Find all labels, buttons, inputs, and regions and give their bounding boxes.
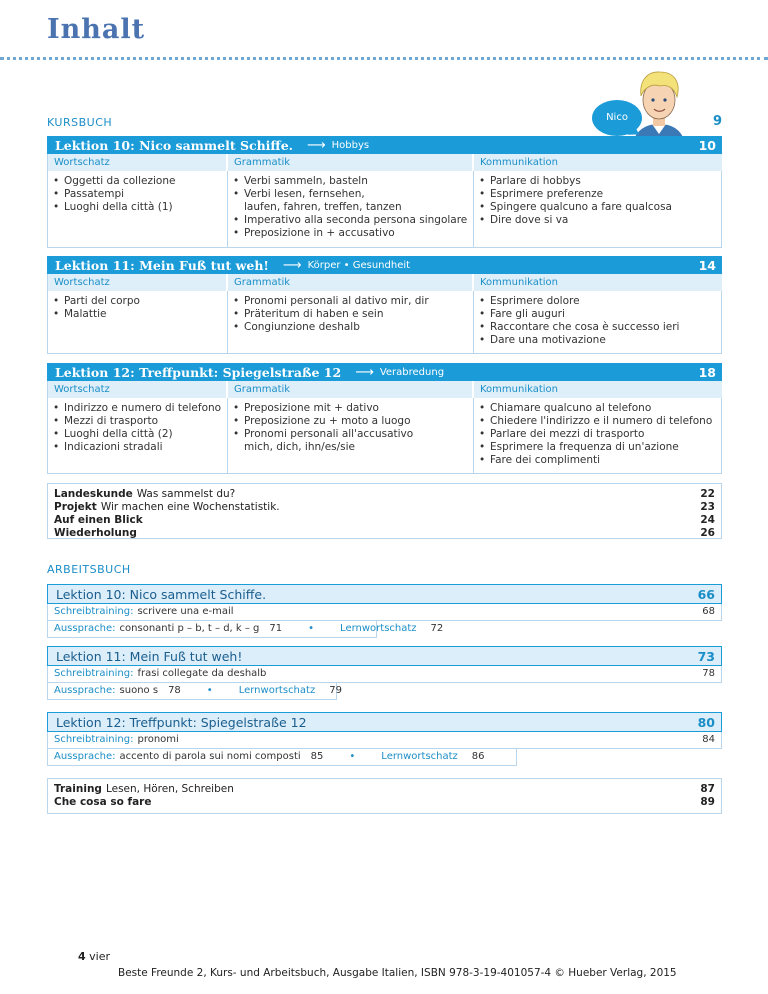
- extra-label: Auf einen Blick: [54, 514, 143, 526]
- wortschatz-list: [52, 402, 224, 454]
- dotted-divider: [0, 57, 768, 60]
- list-item: • Congiunzione deshalb: [232, 321, 472, 334]
- aussprache-text: consonanti p – b, t – d, k – g: [119, 623, 260, 634]
- lesson-page: 10: [698, 137, 716, 153]
- list-item: • Luoghi della città (2): [52, 428, 224, 441]
- list-item: • Parti del corpo: [52, 295, 224, 308]
- lesson-topic: Hobbys: [331, 139, 370, 151]
- aussprache-page: 71: [269, 623, 283, 634]
- wortschatz-list: [52, 295, 224, 321]
- kursbuch-start-page: 9: [712, 114, 722, 129]
- lesson-11-bar[interactable]: [47, 256, 722, 274]
- col-head-wortschatz: Wortschatz: [48, 154, 226, 171]
- list-item: • Verbi lesen, fernsehen,: [232, 188, 472, 201]
- schreibtraining-label: Schreibtraining:: [54, 734, 134, 745]
- list-item: • Imperativo alla seconda persona singolare: [232, 214, 472, 227]
- lesson-page: 18: [698, 364, 716, 380]
- lernwortschatz-page: 86: [471, 751, 485, 762]
- arrow-icon: ⟶: [355, 364, 374, 380]
- extra-label: Wiederholung: [54, 527, 137, 539]
- list-item: • Präteritum di haben e sein: [232, 308, 472, 321]
- bullet-separator: •: [349, 751, 356, 762]
- extra-label: Training: [54, 783, 102, 795]
- list-item: • Spingere qualcuno a fare qualcosa: [478, 201, 722, 214]
- col-head-kommunikation: Kommunikation: [474, 274, 722, 291]
- schreibtraining-row[interactable]: [47, 732, 722, 749]
- ab-lesson-page: 66: [697, 586, 715, 602]
- extra-row[interactable]: [54, 488, 715, 501]
- list-item: • Preposizione zu + moto a luogo: [232, 415, 472, 428]
- extra-row[interactable]: [54, 514, 715, 527]
- schreibtraining-row[interactable]: [47, 666, 722, 683]
- lernwortschatz-page: 72: [430, 623, 444, 634]
- extra-text: Wir machen eine Wochenstatistik.: [100, 501, 280, 513]
- col-head-wortschatz: Wortschatz: [48, 274, 226, 291]
- list-item: • Fare dei complimenti: [478, 454, 722, 467]
- page-number: 4: [78, 950, 86, 963]
- arrow-icon: ⟶: [307, 137, 326, 153]
- extra-text: Lesen, Hören, Schreiben: [105, 783, 234, 795]
- list-item: • Preposizione mit + dativo: [232, 402, 472, 415]
- lesson-12-table: [47, 381, 722, 474]
- lesson-topic: Verabredung: [379, 366, 445, 378]
- list-item: • Verbi sammeln, basteln: [232, 175, 472, 188]
- extra-page: 23: [700, 501, 715, 513]
- lesson-page: 14: [698, 257, 716, 273]
- schreibtraining-label: Schreibtraining:: [54, 668, 134, 679]
- aussprache-page: 85: [310, 751, 324, 762]
- schreibtraining-label: Schreibtraining:: [54, 606, 134, 617]
- lesson-10-bar[interactable]: [47, 136, 722, 154]
- list-item: • Mezzi di trasporto: [52, 415, 224, 428]
- col-head-kommunikation: Kommunikation: [474, 154, 722, 171]
- nico-speech-bubble: Nico: [592, 100, 642, 136]
- list-item: • Malattie: [52, 308, 224, 321]
- kommunikation-list: [478, 402, 722, 467]
- col-head-kommunikation: Kommunikation: [474, 381, 722, 398]
- list-item: • Parlare di hobbys: [478, 175, 722, 188]
- schreibtraining-page: 84: [702, 734, 715, 745]
- list-item: • Pronomi personali all'accusativo: [232, 428, 472, 441]
- schreibtraining-text: pronomi: [137, 734, 179, 745]
- list-item: • Parlare dei mezzi di trasporto: [478, 428, 722, 441]
- kommunikation-list: [478, 175, 722, 227]
- aussprache-label: Aussprache:: [54, 623, 116, 634]
- list-item: • Oggetti da collezione: [52, 175, 224, 188]
- bullet-separator: •: [206, 685, 213, 696]
- arbeitsbuch-label: ARBEITSBUCH: [47, 563, 131, 576]
- list-item: • Pronomi personali al dativo mir, dir: [232, 295, 472, 308]
- list-item: • Dare una motivazione: [478, 334, 722, 347]
- extra-row[interactable]: [54, 783, 715, 796]
- col-head-grammatik: Grammatik: [228, 381, 472, 398]
- column-divider: [473, 398, 474, 473]
- list-item: • Indirizzo e numero di telefono: [52, 402, 224, 415]
- column-divider: [227, 398, 228, 473]
- ab-lesson-page: 80: [697, 714, 715, 730]
- extra-page: 24: [700, 514, 715, 526]
- column-divider: [473, 171, 474, 247]
- column-divider: [227, 171, 228, 247]
- schreibtraining-text: frasi collegate da deshalb: [137, 668, 267, 679]
- ab-lesson-title: Lektion 11: Mein Fuß tut weh!: [56, 648, 243, 664]
- list-item: • Esprimere la frequenza di un'azione: [478, 441, 722, 454]
- page-title: Inhalt: [47, 14, 146, 45]
- list-item: • Luoghi della città (1): [52, 201, 224, 214]
- lernwortschatz-label: Lernwortschatz: [340, 623, 417, 634]
- ab-lesson-10-bar[interactable]: [47, 584, 722, 604]
- extra-page: 89: [700, 796, 715, 808]
- arbeitsbuch-extras: [47, 778, 722, 814]
- lesson-10-table: [47, 154, 722, 248]
- aussprache-row[interactable]: [47, 749, 517, 766]
- ab-lesson-11-bar[interactable]: [47, 646, 722, 666]
- aussprache-page: 78: [168, 685, 181, 696]
- col-head-wortschatz: Wortschatz: [48, 381, 226, 398]
- lesson-topic: Körper • Gesundheit: [307, 259, 411, 271]
- list-item: • Esprimere dolore: [478, 295, 722, 308]
- extra-row[interactable]: [54, 796, 715, 809]
- schreibtraining-text: scrivere una e-mail: [137, 606, 234, 617]
- extra-page: 26: [700, 527, 715, 539]
- lesson-11-table: [47, 274, 722, 354]
- list-item: • Chiedere l'indirizzo e il numero di telefono: [478, 415, 722, 428]
- aussprache-text: suono s: [119, 685, 159, 696]
- lernwortschatz-label: Lernwortschatz: [381, 751, 458, 762]
- list-item: • Indicazioni stradali: [52, 441, 224, 454]
- extra-label: Che cosa so fare: [54, 796, 152, 808]
- kursbuch-extras: [47, 483, 722, 539]
- column-divider: [227, 291, 228, 353]
- kursbuch-label: KURSBUCH: [47, 116, 113, 129]
- extra-label: Landeskunde: [54, 488, 133, 500]
- grammatik-list: [232, 175, 472, 240]
- grammatik-list: [232, 295, 472, 334]
- lesson-12-bar[interactable]: [47, 363, 722, 381]
- extra-label: Projekt: [54, 501, 97, 513]
- ab-lesson-12-bar[interactable]: [47, 712, 722, 732]
- col-head-grammatik: Grammatik: [228, 274, 472, 291]
- list-item-continuation: mich, dich, ihn/es/sie: [244, 441, 356, 453]
- bullet-separator: •: [308, 623, 315, 634]
- lernwortschatz-page: 79: [329, 685, 342, 696]
- col-head-grammatik: Grammatik: [228, 154, 472, 171]
- list-item: • Esprimere preferenze: [478, 188, 722, 201]
- extra-text: Was sammelst du?: [136, 488, 236, 500]
- aussprache-label: Aussprache:: [54, 685, 116, 696]
- arrow-icon: ⟶: [282, 257, 302, 273]
- extra-page: 87: [700, 783, 715, 795]
- list-item: • Dire dove si va: [478, 214, 722, 227]
- grammatik-list: [232, 402, 472, 454]
- list-item-continuation: laufen, fahren, treffen, tanzen: [244, 201, 402, 213]
- list-item: • Fare gli auguri: [478, 308, 722, 321]
- list-item: • Passatempi: [52, 188, 224, 201]
- schreibtraining-row[interactable]: [47, 604, 722, 621]
- list-item: • Chiamare qualcuno al telefono: [478, 402, 722, 415]
- lesson-title: Lektion 11: Mein Fuß tut weh!: [55, 257, 269, 273]
- aussprache-text: accento di parola sui nomi composti: [119, 751, 301, 762]
- extra-row[interactable]: [54, 527, 715, 540]
- page-footer-number: [78, 950, 110, 963]
- wortschatz-list: [52, 175, 224, 214]
- kommunikation-list: [478, 295, 722, 347]
- ab-lesson-page: 73: [697, 648, 715, 664]
- column-divider: [473, 291, 474, 353]
- lesson-title: Lektion 10: Nico sammelt Schiffe.: [55, 137, 293, 153]
- list-item: • Raccontare che cosa è successo ieri: [478, 321, 722, 334]
- extra-row[interactable]: [54, 501, 715, 514]
- page-word: vier: [89, 950, 111, 963]
- aussprache-row[interactable]: [47, 683, 342, 700]
- list-item: • Preposizione in + accusativo: [232, 227, 472, 240]
- ab-lesson-title: Lektion 10: Nico sammelt Schiffe.: [56, 586, 267, 602]
- schreibtraining-page: 68: [702, 606, 715, 617]
- lesson-title: Lektion 12: Treffpunkt: Spiegelstraße 12: [55, 364, 342, 380]
- schreibtraining-page: 78: [702, 668, 715, 679]
- ab-lesson-title: Lektion 12: Treffpunkt: Spiegelstraße 12: [56, 714, 307, 730]
- lernwortschatz-label: Lernwortschatz: [238, 685, 316, 696]
- aussprache-label: Aussprache:: [54, 751, 116, 762]
- extra-page: 22: [700, 488, 715, 500]
- aussprache-row[interactable]: [47, 621, 444, 638]
- copyright-credit: Beste Freunde 2, Kurs- und Arbeitsbuch, Ausgabe Italien, ISBN 978-3-19-401057-4 © Hueber Verlag, 2015: [118, 967, 677, 979]
